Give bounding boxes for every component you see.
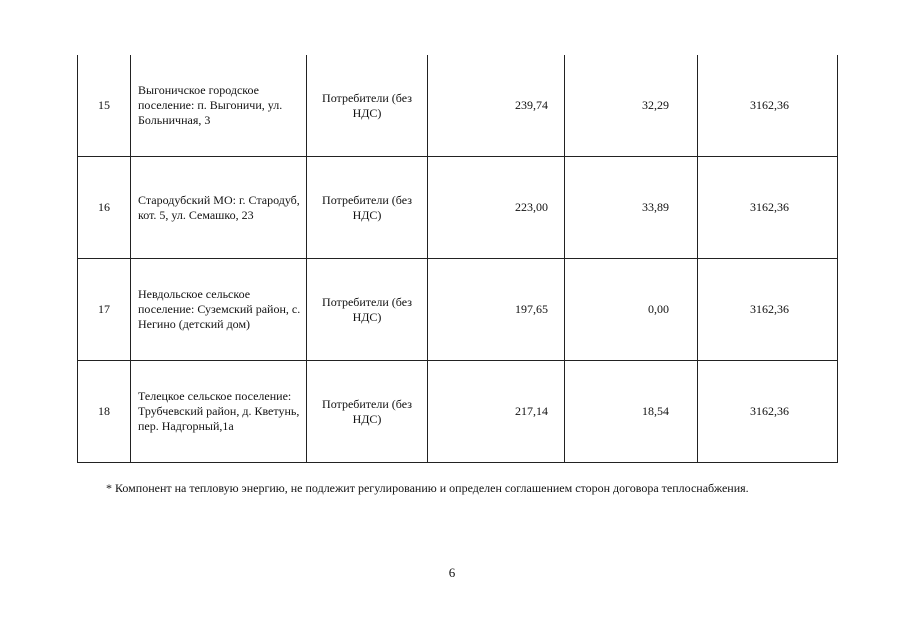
footnote: * Компонент на тепловую энергию, не подлежит регулированию и определен соглашением сторон договора теплоснабжения. [106,481,749,495]
value-1: 197,65 [515,302,548,316]
value-3: 3162,36 [750,404,789,418]
value-3-cell [698,361,838,463]
consumer-cell [307,259,428,361]
value-1: 223,00 [515,200,548,214]
row-number: 18 [78,361,131,463]
address-text: Невдольское сельское поселение: Суземский район, с. Негино (детский дом) [138,287,301,331]
value-1: 239,74 [515,98,548,112]
value-3: 3162,36 [750,98,789,112]
row-number: 15 [78,55,131,157]
value-3-cell [698,55,838,157]
consumer-cell [307,157,428,259]
table-row [78,157,838,259]
consumer-text: Потребители (без НДС) [322,90,412,120]
value-3-cell [698,157,838,259]
value-2-cell [565,55,698,157]
value-3: 3162,36 [750,302,789,316]
value-2: 0,00 [648,302,669,316]
address-cell [131,55,307,157]
address-cell [131,361,307,463]
page-number: 6 [448,565,456,580]
consumer-text: Потребители (без НДС) [322,396,412,426]
consumer-text: Потребители (без НДС) [322,294,412,324]
value-1-cell [428,55,565,157]
consumer-text: Потребители (без НДС) [322,192,412,222]
value-1-cell [428,361,565,463]
value-3: 3162,36 [750,200,789,214]
value-1-cell [428,157,565,259]
value-2: 33,89 [642,200,669,214]
address-text: Выгоничское городское поселение: п. Выгоничи, ул. Больничная, 3 [138,83,283,127]
value-2: 32,29 [642,98,669,112]
table-row [78,259,838,361]
row-number: 17 [78,259,131,361]
value-2-cell [565,157,698,259]
row-number: 16 [78,157,131,259]
value-3-cell [698,259,838,361]
tariff-table [77,55,838,463]
value-2: 18,54 [642,404,669,418]
value-2-cell [565,361,698,463]
address-text: Стародубский МО: г. Стародуб, кот. 5, ул. Семашко, 23 [138,192,300,222]
address-cell [131,157,307,259]
table-row [78,361,838,463]
value-1-cell [428,259,565,361]
table-row [78,55,838,157]
value-1: 217,14 [515,404,548,418]
address-text: Телецкое сельское поселение: Трубчевский район, д. Кветунь, пер. Надгорный,1а [138,389,300,433]
address-cell [131,259,307,361]
consumer-cell [307,55,428,157]
value-2-cell [565,259,698,361]
consumer-cell [307,361,428,463]
